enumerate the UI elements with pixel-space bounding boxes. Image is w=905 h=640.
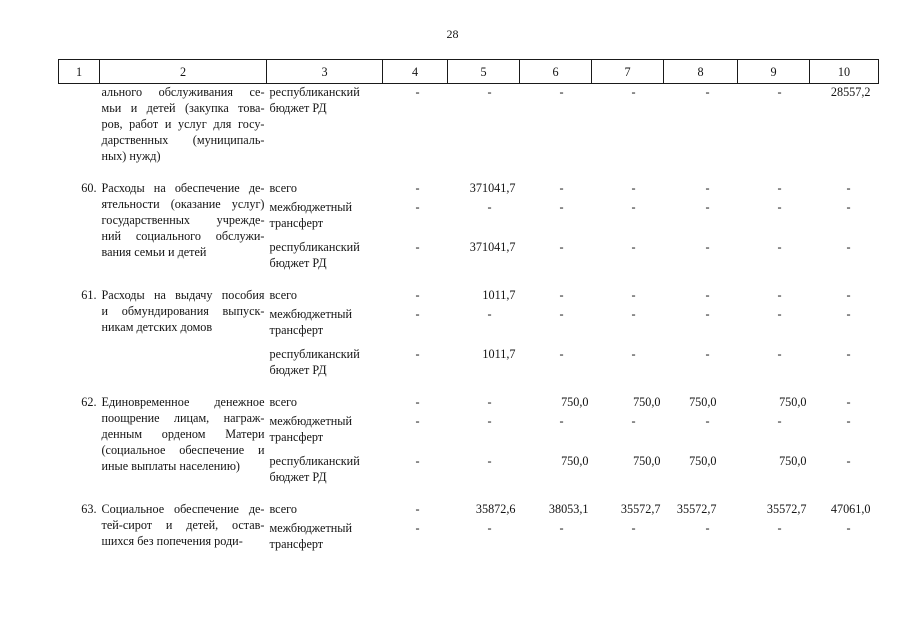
value-col-5: - <box>487 521 492 535</box>
item-name <box>100 164 267 271</box>
row-number: 63. <box>81 502 97 516</box>
value-col-6: - <box>559 240 564 254</box>
item-name-line: Социальное обеспечение де- <box>101 502 265 516</box>
value-col-6: - <box>559 85 564 99</box>
value-col-8: - <box>705 521 710 535</box>
value-col-9: 750,0 <box>779 454 807 468</box>
value-col-10: - <box>846 240 851 254</box>
value-col-5: - <box>487 307 492 321</box>
value-col-5: - <box>487 454 492 468</box>
value-col-5: 1011,7 <box>482 288 516 302</box>
value-col-4: - <box>415 288 420 302</box>
item-name-line: Расходы на выдачу пособия <box>101 288 265 302</box>
column-header: 3 <box>267 60 383 84</box>
value-col-6: - <box>559 181 564 195</box>
item-name-line: ятельности (оказание услуг) <box>101 197 265 211</box>
value-col-9: - <box>777 240 782 254</box>
funding-source: всего <box>269 395 297 409</box>
value-col-10: 47061,0 <box>830 502 871 516</box>
value-col-7: - <box>631 85 636 99</box>
value-col-8: - <box>705 347 710 361</box>
value-col-5: 371041,7 <box>469 181 516 195</box>
value-col-8: - <box>705 288 710 302</box>
item-name-line: шихся без попечения роди- <box>101 534 243 548</box>
item-name-line: поощрение лицам, награж- <box>101 411 265 425</box>
value-col-6: 38053,1 <box>548 502 589 516</box>
value-col-10: - <box>846 454 851 468</box>
value-col-7: - <box>631 521 636 535</box>
value-col-10: - <box>846 288 851 302</box>
funding-source: межбюджетный трансферт <box>269 521 352 551</box>
value-col-8: - <box>705 181 710 195</box>
item-name-line: никам детских домов <box>101 320 213 334</box>
funding-source: республиканский бюджет РД <box>269 85 360 115</box>
table-row <box>59 164 879 196</box>
funding-source: межбюджетный трансферт <box>269 200 352 230</box>
value-col-9: - <box>777 200 782 214</box>
column-header: 6 <box>520 60 592 84</box>
value-col-6: 750,0 <box>561 454 589 468</box>
value-col-4: - <box>415 521 420 535</box>
item-name-line: дарственных (муниципаль- <box>101 133 265 147</box>
value-col-9: - <box>777 181 782 195</box>
column-header: 1 <box>59 60 100 84</box>
value-col-8: 35572,7 <box>676 502 717 516</box>
value-col-4: - <box>415 414 420 428</box>
item-name <box>100 378 267 485</box>
value-col-4: - <box>415 454 420 468</box>
item-name-line: государственных учрежде- <box>101 213 265 227</box>
item-name-line: (социальное обеспечение и <box>101 443 265 457</box>
value-col-8: - <box>705 307 710 321</box>
funding-source: межбюджетный трансферт <box>269 414 352 444</box>
value-col-5: 1011,7 <box>482 347 516 361</box>
value-col-7: - <box>631 240 636 254</box>
value-col-9: - <box>777 307 782 321</box>
value-col-5: - <box>487 395 492 409</box>
item-name-line: ний социального обслужи- <box>101 229 265 243</box>
item-name-line: ального обслуживания се- <box>101 85 265 99</box>
funding-source: республиканский бюджет РД <box>269 454 360 484</box>
row-number <box>59 84 100 165</box>
value-col-6: - <box>559 307 564 321</box>
funding-source: всего <box>269 288 297 302</box>
item-name <box>100 84 267 165</box>
item-name-line: и обмундирования выпуск- <box>101 304 265 318</box>
table-row <box>59 378 879 410</box>
column-header: 5 <box>448 60 520 84</box>
value-col-6: - <box>559 288 564 302</box>
value-col-10: - <box>846 414 851 428</box>
item-name-line: мьи и детей (закупка това- <box>101 101 265 115</box>
funding-source: всего <box>269 502 297 516</box>
value-col-7: 35572,7 <box>620 502 661 516</box>
value-col-7: - <box>631 288 636 302</box>
row-number: 62. <box>81 395 97 409</box>
value-col-6: - <box>559 347 564 361</box>
value-col-9: - <box>777 288 782 302</box>
column-header: 7 <box>592 60 664 84</box>
item-name-line: ных) нужд) <box>101 149 161 163</box>
value-col-4: - <box>415 85 420 99</box>
value-col-6: - <box>559 521 564 535</box>
table-row <box>59 485 879 517</box>
value-col-5: - <box>487 85 492 99</box>
value-col-7: 750,0 <box>633 454 661 468</box>
item-name <box>100 485 267 552</box>
value-col-7: - <box>631 181 636 195</box>
value-col-4: - <box>415 240 420 254</box>
value-col-7: - <box>631 414 636 428</box>
value-col-5: 35872,6 <box>475 502 516 516</box>
row-number: 61. <box>81 288 97 302</box>
value-col-8: - <box>705 414 710 428</box>
value-col-7: - <box>631 347 636 361</box>
value-col-9: - <box>777 414 782 428</box>
value-col-7: 750,0 <box>633 395 661 409</box>
value-col-4: - <box>415 347 420 361</box>
funding-source: межбюджетный трансферт <box>269 307 352 337</box>
value-col-10: - <box>846 347 851 361</box>
column-header: 4 <box>383 60 448 84</box>
value-col-10: - <box>846 200 851 214</box>
value-col-8: 750,0 <box>689 454 717 468</box>
value-col-10: - <box>846 395 851 409</box>
funding-source: всего <box>269 181 297 195</box>
value-col-4: - <box>415 181 420 195</box>
item-name-line: денным орденом Матери <box>101 427 265 441</box>
column-header: 9 <box>738 60 810 84</box>
value-col-8: - <box>705 240 710 254</box>
value-col-10: - <box>846 307 851 321</box>
item-name-line: вания семьи и детей <box>101 245 207 259</box>
value-col-4: - <box>415 395 420 409</box>
page-number: 28 <box>446 27 459 41</box>
table-body <box>59 84 879 553</box>
funding-source: республиканский бюджет РД <box>269 347 360 377</box>
value-col-4: - <box>415 307 420 321</box>
table-header <box>59 60 879 84</box>
table-row <box>59 84 879 165</box>
value-col-7: - <box>631 307 636 321</box>
item-name-line: тей-сирот и детей, остав- <box>101 518 265 532</box>
value-col-8: 750,0 <box>689 395 717 409</box>
row-number: 60. <box>81 181 97 195</box>
column-header: 10 <box>810 60 879 84</box>
value-col-5: 371041,7 <box>469 240 516 254</box>
value-col-8: - <box>705 200 710 214</box>
value-col-9: - <box>777 85 782 99</box>
value-col-9: 35572,7 <box>766 502 807 516</box>
item-name-line: ров, работ и услуг для госу- <box>101 117 265 131</box>
budget-table <box>58 59 879 552</box>
value-col-5: - <box>487 200 492 214</box>
item-name <box>100 271 267 378</box>
item-name-line: Расходы на обеспечение де- <box>101 181 265 195</box>
value-col-8: - <box>705 85 710 99</box>
value-col-5: - <box>487 414 492 428</box>
value-col-7: - <box>631 200 636 214</box>
table-row <box>59 271 879 303</box>
value-col-4: - <box>415 502 420 516</box>
value-col-9: - <box>777 347 782 361</box>
value-col-10: 28557,2 <box>830 85 871 99</box>
column-header: 2 <box>100 60 267 84</box>
value-col-4: - <box>415 200 420 214</box>
value-col-6: - <box>559 200 564 214</box>
column-header: 8 <box>664 60 738 84</box>
funding-source: республиканский бюджет РД <box>269 240 360 270</box>
value-col-9: 750,0 <box>779 395 807 409</box>
item-name-line: Единовременное денежное <box>101 395 265 409</box>
value-col-6: 750,0 <box>561 395 589 409</box>
value-col-10: - <box>846 521 851 535</box>
value-col-9: - <box>777 521 782 535</box>
item-name-line: иные выплаты населению) <box>101 459 240 473</box>
value-col-6: - <box>559 414 564 428</box>
value-col-10: - <box>846 181 851 195</box>
